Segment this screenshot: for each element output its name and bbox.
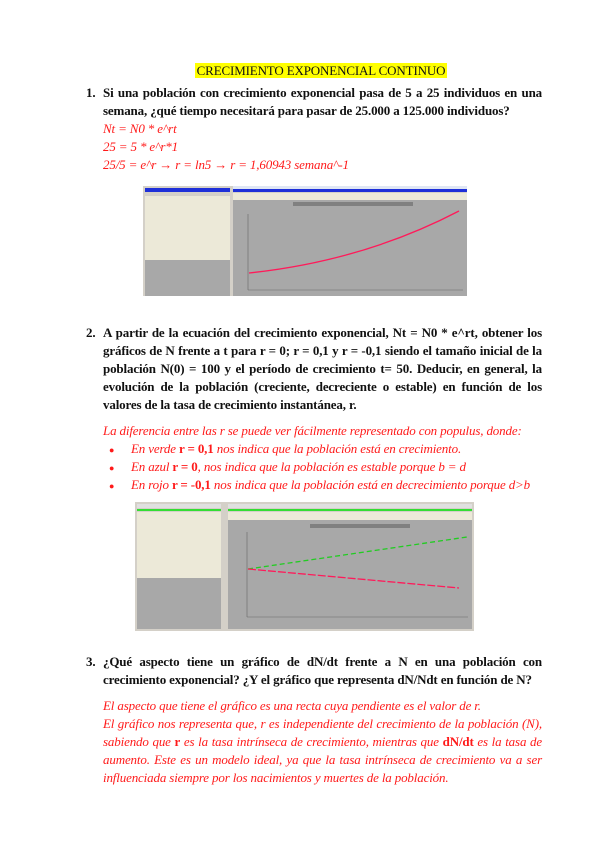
question-3 — [86, 653, 542, 689]
populus-screenshot-1 — [143, 186, 467, 296]
question-1-text: Si una población con crecimiento exponencial pasa de 5 a 25 individuos en una semana, ¿qué tiempo necesitará para pasar de 25.000 a 125.000 individuos? — [103, 85, 542, 118]
answer-1 — [103, 120, 542, 174]
answer-1-line-2: 25 = 5 * e^r*1 — [103, 139, 178, 154]
bullet-green: ● En verde r = 0,1 nos indica que la población está en crecimiento. — [103, 440, 542, 458]
question-3-text: ¿Qué aspecto tiene un gráfico de dN/dt frente a N en una población con crecimiento exponencial? ¿Y el gráfico que representa dN/Ndt en función de N? — [103, 654, 542, 687]
answer-3-line-1: El aspecto que tiene el gráfico es una recta cuya pendiente es el valor de r. — [103, 698, 481, 713]
answer-2-intro: La diferencia entre las r se puede ver fácilmente representado con populus, donde: — [103, 423, 522, 438]
answer-2-bullets — [103, 440, 542, 494]
question-2-text: A partir de la ecuación del crecimiento exponencial, Nt = N0 * e^rt, obtener los gráficos de N frente a t para r = 0; r = 0,1 y r = -0,1 siendo el tamaño inicial de la población N(0) = 100 y el período de crecimiento t= 50. Deducir, en general, la evolución de la población (creciente, decreciente o estable) en función de los valores de la tasa de crecimiento instantánea, r. — [103, 325, 542, 412]
document-title — [100, 62, 542, 80]
title-text: CRECIMIENTO EXPONENCIAL CONTINUO — [196, 63, 446, 78]
bullet-blue: ● En azul r = 0, nos indica que la población es estable porque b = d — [103, 458, 542, 476]
answer-1-line-3: 25/5 = e^r → r = ln5 → r = 1,60943 semana^-1 — [103, 157, 349, 172]
question-2-number: 2. — [86, 325, 96, 340]
answer-1-line-1: Nt = N0 * e^rt — [103, 121, 177, 136]
question-2 — [86, 324, 542, 414]
question-1 — [86, 84, 542, 120]
question-1-number: 1. — [86, 85, 96, 100]
question-3-number: 3. — [86, 654, 96, 669]
answer-3-paragraph: El gráfico nos representa que, r es independiente del crecimiento de la población (N), sabiendo que r es la tasa intrínseca de crecimiento, mientras que dN/dt es la tasa de aumento. Este es un modelo ideal, ya que la tasa intrínseca de crecimiento va a ser influenciada siempre por los nacimientos y muertes de la población. — [103, 716, 542, 785]
bullet-red: ● En rojo r = -0,1 nos indica que la población está en decrecimiento porque d>b — [103, 476, 542, 494]
populus-screenshot-2 — [135, 502, 474, 631]
